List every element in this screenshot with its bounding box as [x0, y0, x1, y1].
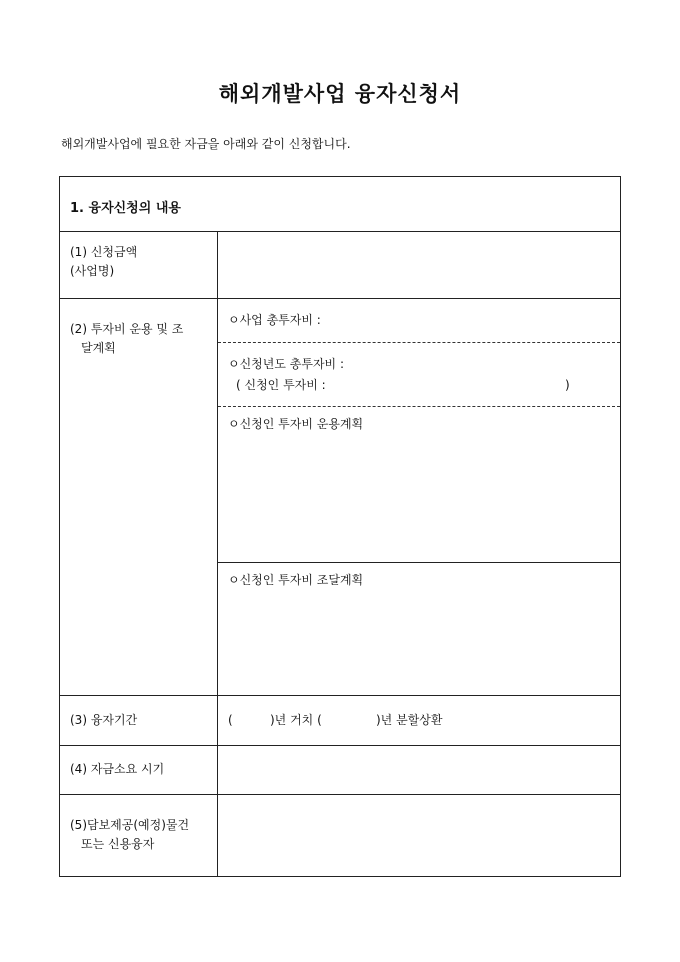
- repay-years-field[interactable]: [344, 711, 374, 730]
- section-title: 1. 융자신청의 내용: [70, 201, 181, 216]
- investment-label: [70, 320, 183, 358]
- row-divider: [60, 298, 620, 299]
- intro-text: 해외개발사업에 필요한 자금을 아래와 같이 신청합니다.: [61, 137, 351, 151]
- loan-period-open: (: [228, 713, 233, 727]
- investment-label-line2: 달계획: [81, 341, 116, 355]
- investment-label-line1: (2) 투자비 운용 및 조: [70, 322, 184, 336]
- collateral-label-line2: 또는 신용융자: [81, 837, 155, 851]
- amount-label: [70, 243, 137, 281]
- collateral-label: [70, 816, 189, 854]
- applicant-investment-close: ): [565, 378, 570, 392]
- amount-label-line2: (사업명): [70, 264, 115, 278]
- amount-value-cell[interactable]: [218, 232, 620, 298]
- procurement-plan-label[interactable]: ㅇ신청인 투자비 조달계획: [228, 573, 364, 587]
- year-total-investment[interactable]: ㅇ신청년도 총투자비 :: [228, 357, 345, 371]
- row-divider: [60, 695, 620, 696]
- dashed-divider: [218, 406, 620, 407]
- application-form-table: [59, 176, 621, 877]
- document-title: 해외개발사업 융자신청서: [218, 81, 462, 106]
- amount-label-line1: (1) 신청금액: [70, 245, 138, 259]
- loan-period-label: (3) 융자기간: [70, 713, 138, 727]
- fund-timing-value-cell[interactable]: [218, 746, 620, 794]
- dashed-divider: [218, 342, 620, 343]
- applicant-investment[interactable]: ( 신청인 투자비 :: [236, 378, 326, 392]
- fund-timing-label: (4) 자금소요 시기: [70, 762, 165, 776]
- collateral-label-line1: (5)담보제공(예정)물건: [70, 818, 190, 832]
- sub-row-divider: [218, 562, 620, 563]
- total-project-investment[interactable]: ㅇ사업 총투자비 :: [228, 313, 321, 327]
- grace-years-field[interactable]: [236, 711, 268, 730]
- loan-period-grace: )년 거치 (: [270, 713, 322, 727]
- operation-plan-label[interactable]: ㅇ신청인 투자비 운용계획: [228, 417, 364, 431]
- loan-period-repay: )년 분할상환: [376, 713, 443, 727]
- collateral-value-cell[interactable]: [218, 795, 620, 876]
